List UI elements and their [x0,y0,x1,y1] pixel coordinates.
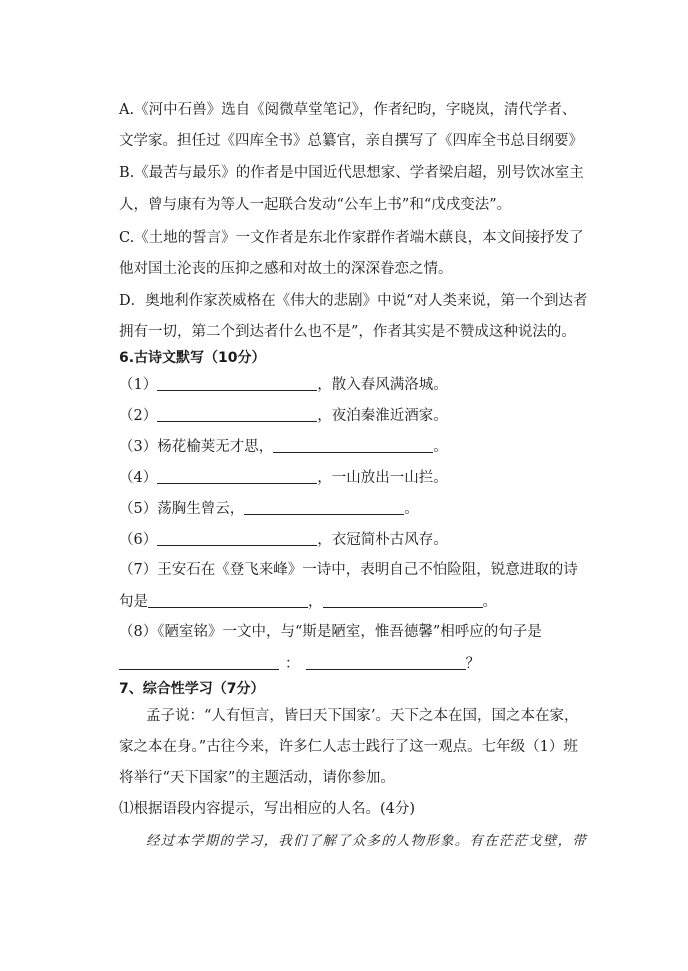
q7-paragraph-line3: 将举行“天下国家”的主题活动，请你参加。 [119,770,395,786]
answer-blank[interactable] [157,467,317,484]
option-a-line2: 文学家。担任过《四库全书》总纂官，亲自撰写了《四库全书总目纲要》 [119,133,583,149]
answer-blank[interactable] [148,591,308,608]
q7-paragraph-line1: 孟子说：“人有恒言，皆曰天下国家’。天下之本在国，国之本在家， [146,708,579,724]
item-text: ，散入春风满洛城。 [317,377,448,393]
q6-item-8-line1: （8）《陋室铭》一文中，与“斯是陋室，惟吾德馨”相呼应的句子是 [119,624,542,640]
option-c-line1: C.《土地的誓言》一文作者是东北作家群作者端木蕻良，本文间接抒发了 [119,230,584,246]
q6-item-2 [119,405,448,426]
option-b-line1: B.《最苦与最乐》的作者是中国近代思想家、学者梁启超，别号饮冰室主 [119,165,584,181]
answer-blank[interactable] [157,374,317,391]
item-text: ，夜泊秦淮近酒家。 [317,408,448,424]
q7-heading: 7、综合性学习（7分） [119,681,265,697]
answer-blank[interactable] [323,591,483,608]
q6-item-8-line2 [119,653,480,674]
item-text: ，衣冠简朴古风存。 [317,532,448,548]
item-number: （4） [119,470,158,486]
q6-item-7-line1: （7）王安石在《登飞来峰》一诗中，表明自己不怕险阻，锐意进取的诗 [119,562,578,578]
item-text: ： [285,656,300,672]
q7-paragraph-line2: 家之本在身。”古往今来，许多仁人志士践行了这一观点。七年级（1）班 [119,739,578,755]
answer-blank[interactable] [157,405,317,422]
item-text: ， [308,594,323,610]
item-text: 句是 [119,594,148,610]
item-text: 。 [433,439,448,455]
q6-heading: 6.古诗文默写（10分） [119,350,266,366]
answer-blank[interactable] [306,653,466,670]
q6-item-7-line2 [119,591,497,612]
q7-subquestion-1: ⑴根据语段内容提示，写出相应的人名。(4分) [119,801,416,817]
q6-item-5 [119,498,419,519]
q6-item-4 [119,467,448,488]
answer-blank[interactable] [157,529,317,546]
q6-item-6 [119,529,448,550]
answer-blank[interactable] [119,653,279,670]
q6-item-1 [119,374,448,395]
option-b-line2: 人，曾与康有为等人一起联合发动“公车上书”和“戊戌变法”。 [119,197,512,213]
item-text: （3）杨花榆荚无才思， [119,439,274,455]
item-number: （2） [119,408,158,424]
answer-blank[interactable] [273,436,433,453]
item-text: 。 [404,501,419,517]
answer-blank[interactable] [244,498,404,515]
option-c-line2: 他对国土沦丧的压抑之感和对故土的深深眷恋之情。 [119,261,453,277]
item-text: （5）荡胸生曾云， [119,501,245,517]
q6-item-3 [119,436,448,457]
option-d-line1: D．奥地利作家茨威格在《伟大的悲剧》中说“对人类来说，第一个到达者 [119,293,588,309]
option-a-line1: A.《河中石兽》选自《阅微草堂笔记》，作者纪昀，字晓岚，清代学者、 [119,102,577,118]
q7-passage-line1: 经过本学期的学习，我们了解了众多的人物形象。有在茫茫戈壁，带 [146,833,587,849]
item-text: 。 [482,594,497,610]
item-number: （6） [119,532,158,548]
option-d-line2: 拥有一切，第二个到达者什么也不是”，作者其实是不赞成这种说法的。 [119,324,576,340]
item-number: （1） [119,377,158,393]
item-text: ，一山放出一山拦。 [317,470,448,486]
item-text: ？ [465,656,480,672]
